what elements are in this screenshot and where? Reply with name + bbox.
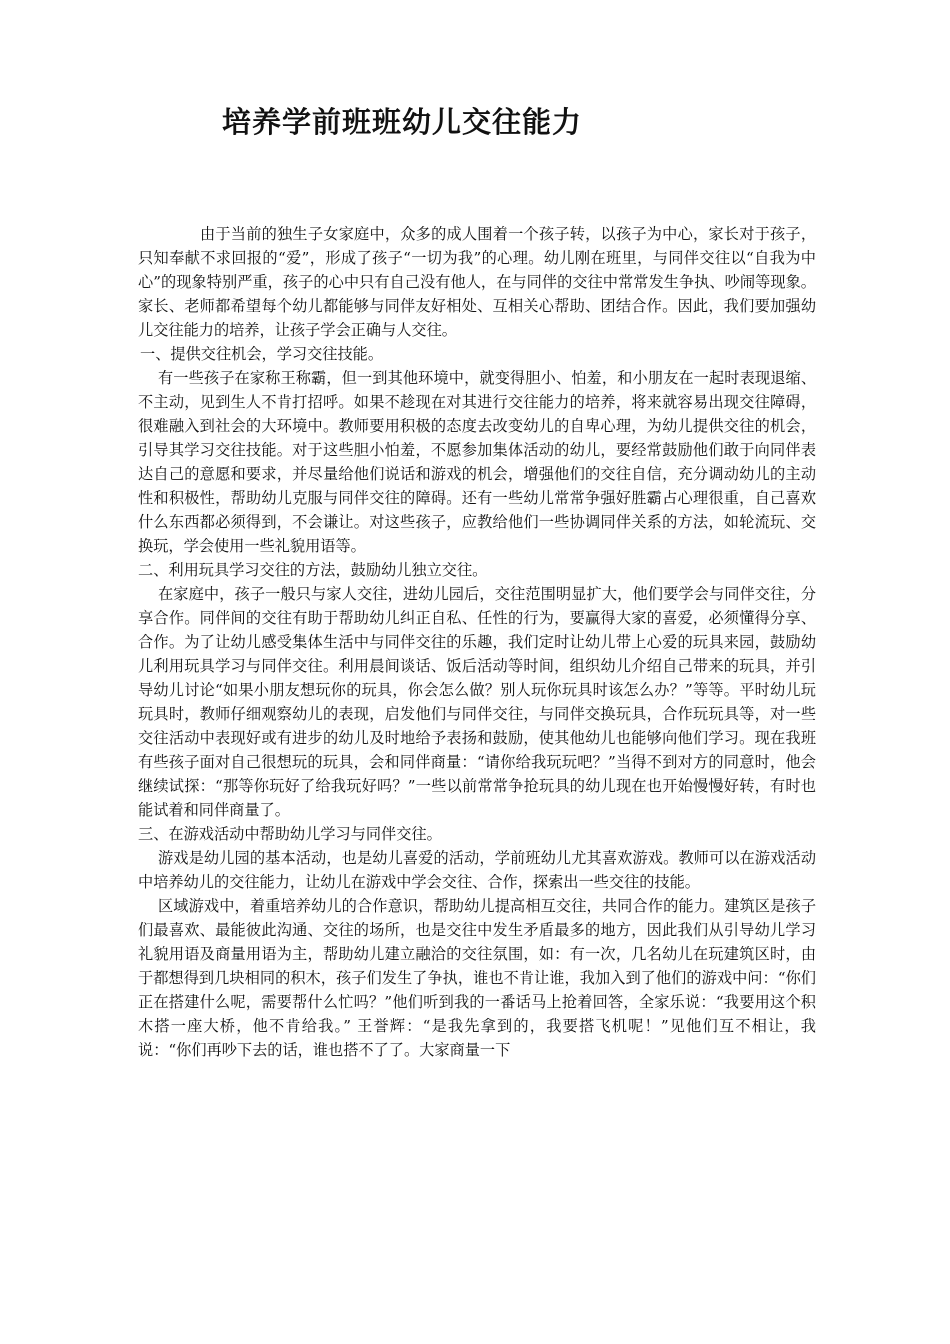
section-heading-2: 二、利用玩具学习交往的方法，鼓励幼儿独立交往。 [138, 561, 488, 579]
section-2-paragraph-1: 在家庭中，孩子一般只与家人交往，进幼儿园后，交往范围明显扩大，他们要学会与同伴交往，分享合作。同伴间的交往有助于帮助幼儿纠正自私、任性的行为，要赢得大家的喜爱，必须懂得分享、合作。为了让幼儿感受集体生活中与同伴交往的乐趣，我们定时让幼儿带上心爱的玩具来园，鼓励幼儿利用玩具学习与同伴交往。利用晨间谈话、饭后活动等时间，组织幼儿介绍自己带来的玩具，并引导幼儿讨论“如果小朋友想玩你的玩具，你会怎么做？别人玩你玩具时该怎么办？”等等。平时幼儿玩玩具时，教师仔细观察幼儿的表现，启发他们与同伴交往，与同伴交换玩具，合作玩玩具等，对一些交往活动中表现好或有进步的幼儿及时地给予表扬和鼓励，使其他幼儿也能够向他们学习。现在我班有些孩子面对自己很想玩的玩具，会和同伴商量：“请你给我玩玩吧？”当得不到对方的同意时，他会继续试探：“那等你玩好了给我玩好吗？”一些以前常常争抢玩具的幼儿现在也开始慢慢好转，有时也能试着和同伴商量了。 [138, 585, 816, 819]
page-title: 培养学前班班幼儿交往能力 [222, 105, 583, 139]
intro-paragraph: 由于当前的独生子女家庭中，众多的成人围着一个孩子转，以孩子为中心，家长对于孩子，只知奉献不求回报的“爱”，形成了孩子“一切为我”的心理。幼儿刚在班里，与同伴交往以“自我为中心”的现象特别严重，孩子的心中只有自己没有他人，在与同伴的交往中常常发生争执、吵闹等现象。家长、老师都希望每个幼儿都能够与同伴友好相处、互相关心帮助、团结合作。因此，我们要加强幼儿交往能力的培养，让孩子学会正确与人交往。 [138, 225, 816, 339]
section-heading-3: 三、在游戏活动中帮助幼儿学习与同伴交往。 [138, 825, 442, 843]
section-3-paragraph-1: 游戏是幼儿园的基本活动，也是幼儿喜爱的活动，学前班幼儿尤其喜欢游戏。教师可以在游戏活动中培养幼儿的交往能力，让幼儿在游戏中学会交往、合作，探索出一些交往的技能。 [138, 849, 816, 891]
section-1-paragraph-1: 有一些孩子在家称王称霸，但一到其他环境中，就变得胆小、怕羞，和小朋友在一起时表现退缩、不主动，见到生人不肯打招呼。如果不趁现在对其进行交往能力的培养，将来就容易出现交往障碍，很难融入到社会的大环境中。教师要用积极的态度去改变幼儿的自卑心理，为幼儿提供交往的机会，引导其学习交往技能。对于这些胆小怕羞，不愿参加集体活动的幼儿，要经常鼓励他们敢于向同伴表达自己的意愿和要求，并尽量给他们说话和游戏的机会，增强他们的交往自信，充分调动幼儿的主动性和积极性，帮助幼儿克服与同伴交往的障碍。还有一些幼儿常常争强好胜霸占心理很重，自己喜欢什么东西都必须得到，不会谦让。对这些孩子，应教给他们一些协调同伴关系的方法，如轮流玩、交换玩，学会使用一些礼貌用语等。 [138, 369, 816, 555]
section-heading-1: 一、提供交往机会，学习交往技能。 [140, 345, 383, 363]
section-3-paragraph-2: 区域游戏中，着重培养幼儿的合作意识，帮助幼儿提高相互交往，共同合作的能力。建筑区是孩子们最喜欢、最能彼此沟通、交往的场所，也是交往中发生矛盾最多的地方，因此我们从引导幼儿学习礼貌用语及商量用语为主，帮助幼儿建立融洽的交往氛围，如：有一次，几名幼儿在玩建筑区时，由于都想得到几块相同的积木，孩子们发生了争执，谁也不肯让谁，我加入到了他们的游戏中问：“你们正在搭建什么呢，需要帮什么忙吗？”他们听到我的一番话马上抢着回答，全家乐说：“我要用这个积木搭一座大桥，他不肯给我。” 王誉辉：“是我先拿到的，我要搭飞机呢！”见他们互不相让，我说：“你们再吵下去的话，谁也搭不了了。大家商量一下 [138, 897, 816, 1059]
document-body [138, 222, 816, 1062]
